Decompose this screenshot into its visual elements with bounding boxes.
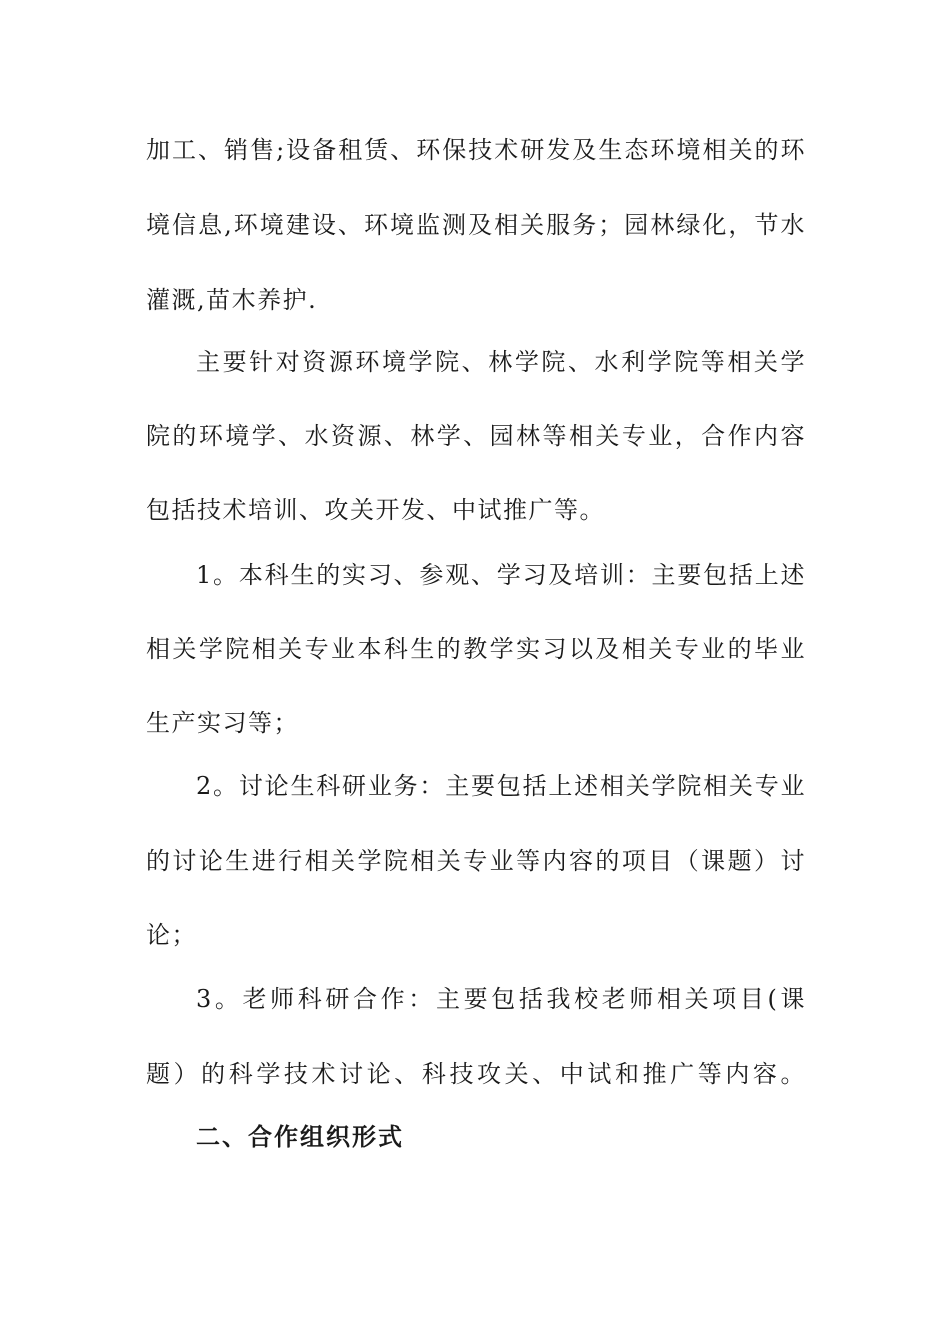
list-item-line: 的讨论生进行相关学院相关专业等内容的项目（课题）讨 [146,847,806,875]
list-item-line: 1。本科生的实习、参观、学习及培训：主要包括上述 [196,561,806,589]
list-item-line: 生产实习等； [146,709,299,737]
section-heading: 二、合作组织形式 [196,1123,404,1151]
paragraph-line: 包括技术培训、攻关开发、中试推广等。 [146,496,605,524]
paragraph-line: 境信息,环境建设、环境监测及相关服务；园林绿化，节水 [146,211,806,239]
paragraph-line: 加工、销售;设备租赁、环保技术研发及生态环境相关的环 [146,136,806,164]
list-item-line: 相关学院相关专业本科生的教学实习以及相关专业的毕业 [146,635,806,663]
paragraph-line: 院的环境学、水资源、林学、园林等相关专业，合作内容 [146,422,806,450]
paragraph-line: 主要针对资源环境学院、林学院、水利学院等相关学 [196,348,806,376]
list-item-line: 题）的科学技术讨论、科技攻关、中试和推广等内容。 [146,1060,806,1088]
list-item-line: 论； [146,921,197,949]
list-item-line: 2。讨论生科研业务：主要包括上述相关学院相关专业 [196,772,806,800]
paragraph-line: 灌溉,苗木养护. [146,286,318,314]
list-item-line: 3。老师科研合作：主要包括我校老师相关项目(课 [196,985,806,1013]
